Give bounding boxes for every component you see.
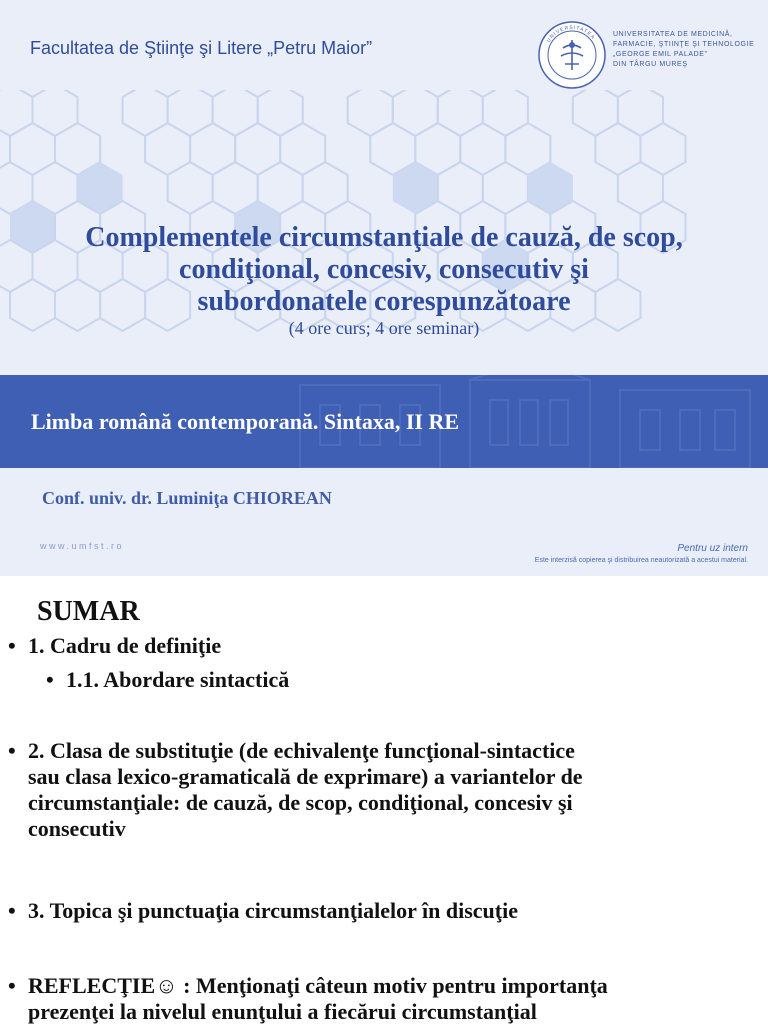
- hexagon-shape: [258, 90, 303, 136]
- hexagon-shape: [595, 123, 640, 175]
- summary-item-text: prezenţei la nivelul enunţului a fiecărui circumstanţial: [28, 999, 537, 1024]
- summary-item-text: 3. Topica şi punctuaţia circumstanţialelor în discuţie: [28, 898, 518, 923]
- hexagon-shape: [213, 90, 258, 136]
- hexagon-shape: [528, 162, 573, 214]
- hexagon-shape: [280, 123, 325, 175]
- summary-item-text: REFLECŢIE☺ : Menţionaţi câteun motiv pentru importanţa: [28, 973, 608, 998]
- hexagon-shape: [438, 162, 483, 214]
- bullet: •: [8, 633, 16, 658]
- slide-subtitle: (4 ore curs; 4 ore seminar): [288, 318, 480, 338]
- summary-item-text: sau clasa lexico-gramaticală de exprimare) a variantelor de: [28, 764, 583, 789]
- bullet: •: [8, 973, 16, 998]
- hexagon-shape: [10, 123, 55, 175]
- summary-item-text: 1.1. Abordare sintactică: [66, 667, 290, 692]
- website-url: www.umfst.ro: [40, 541, 125, 551]
- title-line: Complementele circumstanţiale de cauză, de scop,: [85, 222, 683, 253]
- hexagon-shape: [78, 162, 123, 214]
- internal-use-note: Pentru uz intern: [677, 543, 748, 554]
- author-name: Conf. univ. dr. Luminiţa CHIOREAN: [42, 488, 332, 508]
- summary-item-text: 2. Clasa de substituţie (de echivalenţe funcţional-sintactice: [28, 738, 575, 763]
- hexagon-shape: [483, 90, 528, 136]
- hexagon-shape: [190, 123, 235, 175]
- hexagon-shape: [483, 162, 528, 214]
- hexagon-shape: [145, 123, 190, 175]
- university-line: „GEORGE EMIL PALADE”: [613, 51, 708, 58]
- bullet: •: [8, 898, 16, 923]
- hexagon-shape: [573, 90, 618, 136]
- slide-title: [20, 222, 748, 318]
- summary-subitem: [46, 667, 746, 693]
- summary-heading: SUMAR: [37, 596, 140, 627]
- hexagon-shape: [348, 90, 393, 136]
- bullet: •: [8, 738, 16, 763]
- hexagon-shape: [303, 162, 348, 214]
- summary-item-text: circumstanţiale: de cauză, de scop, condiţional, concesiv şi: [28, 790, 573, 815]
- university-line: UNIVERSITATEA DE MEDICINĂ,: [613, 31, 733, 38]
- hexagon-shape: [123, 90, 168, 136]
- summary-slide: [0, 576, 768, 1024]
- copyright-note: Este interzisă copierea şi distribuirea neautorizată a acestui material.: [534, 557, 748, 564]
- hexagon-shape: [393, 90, 438, 136]
- university-seal-icon: [537, 20, 607, 90]
- hexagon-shape: [0, 90, 33, 136]
- university-line: DIN TÂRGU MUREŞ: [613, 61, 688, 68]
- summary-item: [8, 898, 763, 924]
- hexagon-shape: [393, 162, 438, 214]
- hexagon-shape: [168, 162, 213, 214]
- hexagon-shape: [618, 162, 663, 214]
- summary-item-text: 1. Cadru de definiţie: [28, 633, 222, 658]
- seal-ring-text: UNIVERSITATEA: [545, 24, 597, 44]
- bullet: •: [46, 667, 54, 692]
- hexagon-shape: [438, 90, 483, 136]
- summary-item: [8, 738, 763, 842]
- faculty-name: Facultatea de Ştiinţe şi Litere „Petru Maior”: [30, 38, 373, 58]
- hexagon-shape: [460, 123, 505, 175]
- hexagon-shape: [168, 90, 213, 136]
- hexagon-shape: [33, 90, 78, 136]
- course-title: Limba română contemporană. Sintaxa, II RE: [31, 409, 460, 434]
- title-line: condiţional, concesiv, consecutiv şi: [179, 254, 589, 285]
- university-line: FARMACIE, ŞTIINŢE ŞI TEHNOLOGIE: [613, 41, 755, 48]
- summary-item-text: consecutiv: [28, 816, 126, 841]
- university-name: [613, 30, 763, 70]
- title-line: subordonatele corespunzătoare: [197, 286, 571, 317]
- summary-item: [8, 633, 748, 659]
- course-band: [0, 375, 768, 468]
- hexagon-shape: [641, 123, 686, 175]
- summary-item: [8, 973, 763, 1025]
- hexagon-shape: [235, 123, 280, 175]
- hexagon-shape: [618, 90, 663, 136]
